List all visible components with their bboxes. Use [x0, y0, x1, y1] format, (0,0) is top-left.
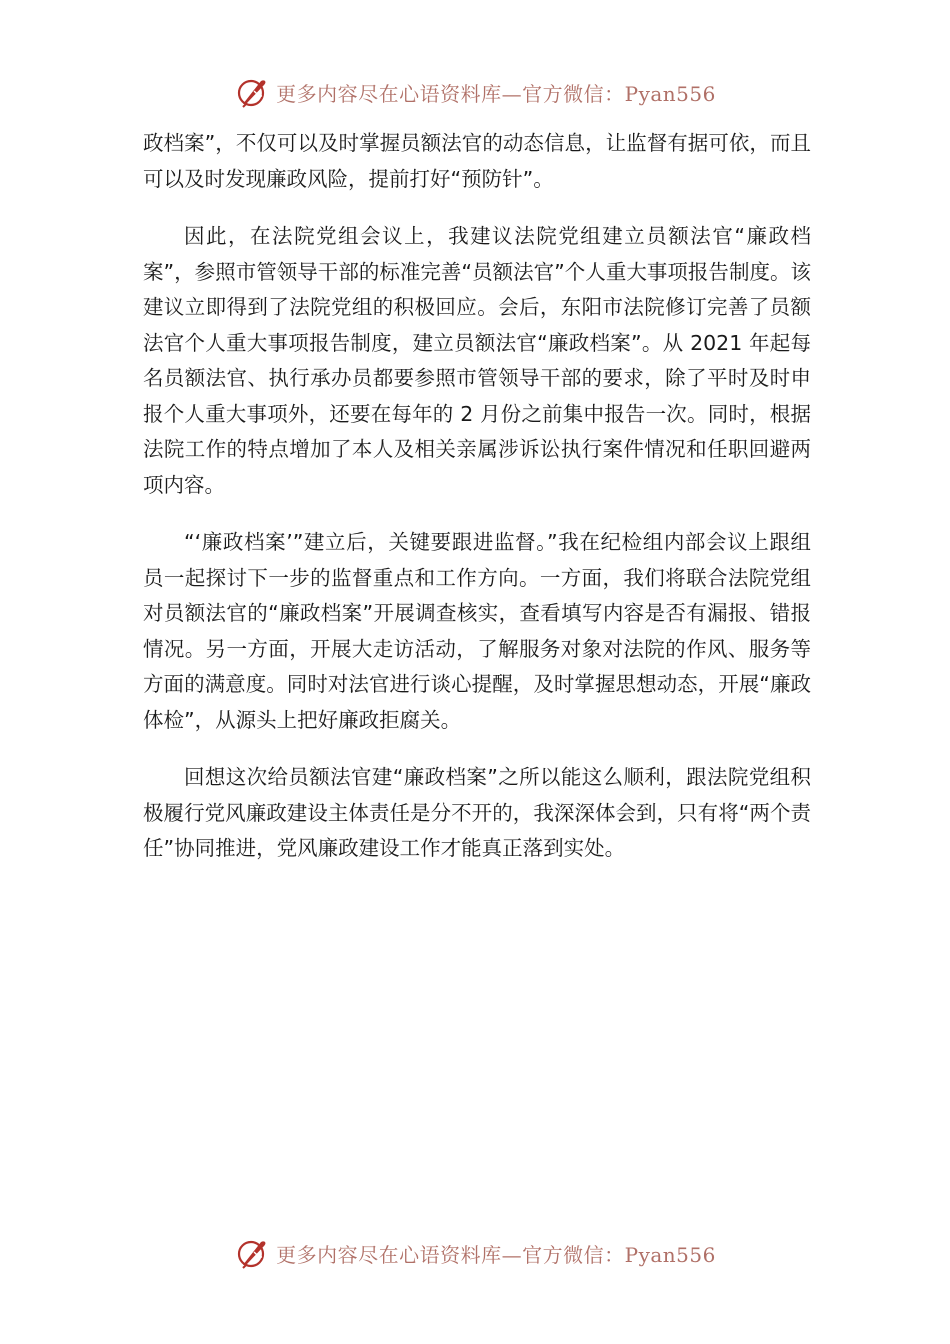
header-banner [0, 72, 950, 112]
quill-pen-icon [234, 1235, 270, 1271]
quill-pen-icon [234, 74, 270, 110]
paragraph-3: “‘廉政档案’”建立后，关键要跟进监督。”我在纪检组内部会议上跟组员一起探讨下一步的监督重点和工作方向。一方面，我们将联合法院党组对员额法官的“廉政档案”开展调查核实，查看填写内容是否有漏报、错报情况。另一方面，开展大走访活动，了解服务对象对法院的作风、服务等方面的满意度。同时对法官进行谈心提醒，及时掌握思想动态，开展“廉政体检”，从源头上把好廉政拒腐关。 [143, 530, 811, 732]
footer-banner-text: 更多内容尽在心语资料库—官方微信：Pyan556 [276, 1242, 716, 1267]
footer-banner [0, 1233, 950, 1273]
header-banner-text: 更多内容尽在心语资料库—官方微信：Pyan556 [276, 81, 716, 106]
paragraph-2: 因此，在法院党组会议上，我建议法院党组建立员额法官“廉政档案”，参照市管领导干部的标准完善“员额法官”个人重大事项报告制度。该建议立即得到了法院党组的积极回应。会后，东阳市法院修订完善了员额法官个人重大事项报告制度，建立员额法官“廉政档案”。从 2021 年起每名员额法官、执行承办员都要参照市管领导干部的要求，除了平时及时申报个人重大事项外，还要在每年的 2 月份之前集中报告一次。同时，根据法院工作的特点增加了本人及相关亲属涉诉讼执行案件情况和任职回避两项内容。 [143, 224, 811, 497]
document-body [143, 126, 811, 889]
paragraph-1: 政档案”，不仅可以及时掌握员额法官的动态信息，让监督有据可依，而且可以及时发现廉政风险，提前打好“预防针”。 [143, 131, 811, 191]
paragraph-4: 回想这次给员额法官建“廉政档案”之所以能这么顺利，跟法院党组积极履行党风廉政建设主体责任是分不开的，我深深体会到，只有将“两个责任”协同推进，党风廉政建设工作才能真正落到实处。 [143, 765, 811, 860]
